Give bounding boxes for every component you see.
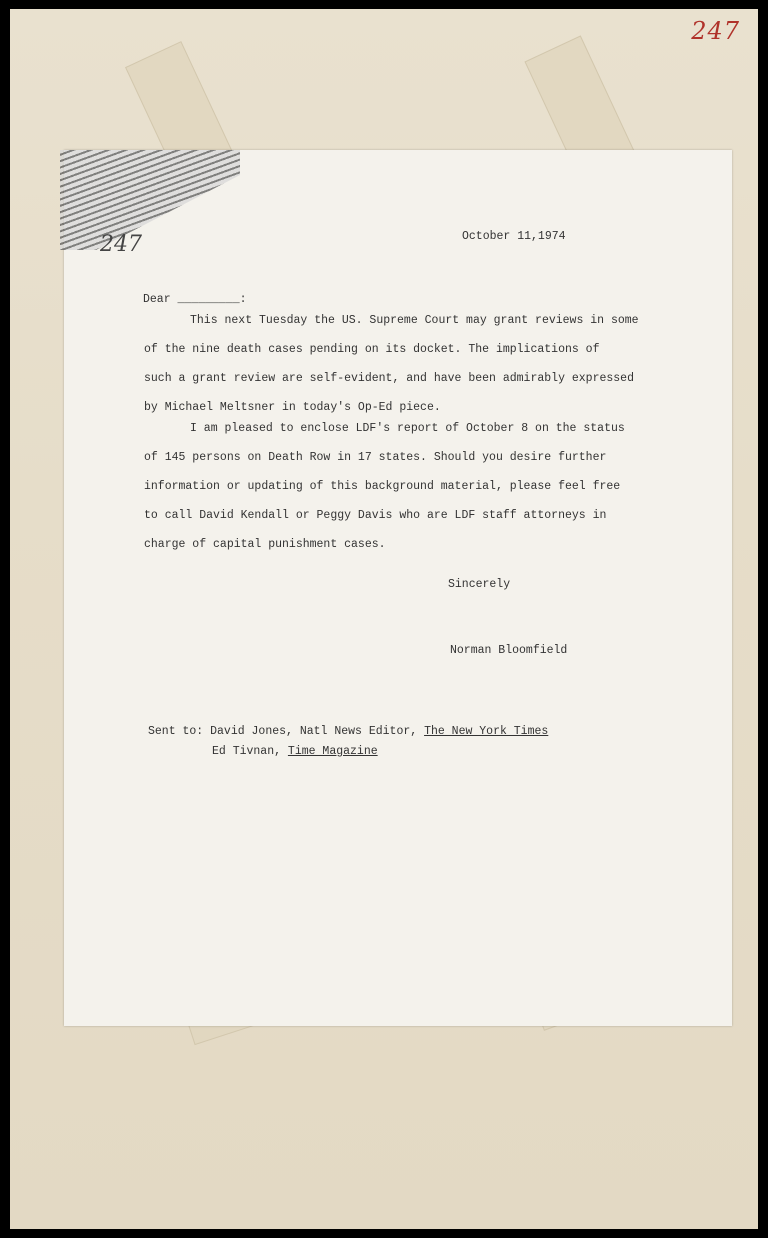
recipient-2: Ed Tivnan, xyxy=(212,745,288,758)
paragraph-line: charge of capital punishment cases. xyxy=(144,538,386,551)
paragraph-line: I am pleased to enclose LDF's report of October 8 on the status xyxy=(190,422,625,435)
sent-to-label: Sent to: xyxy=(148,725,204,738)
paragraph-2 xyxy=(144,414,644,559)
handwritten-page-number: 247 xyxy=(100,232,142,257)
paragraph-line: of the nine death cases pending on its docket. The implications of xyxy=(144,343,600,356)
paragraph-line: by Michael Meltsner in today's Op-Ed piece. xyxy=(144,401,441,414)
signature-name: Norman Bloomfield xyxy=(450,644,568,657)
paragraph-1 xyxy=(144,306,644,422)
paragraph-line: such a grant review are self-evident, and have been admirably expressed xyxy=(144,372,634,385)
salutation: Dear _________: xyxy=(143,293,247,306)
letter-page xyxy=(64,150,732,1026)
paragraph-line: to call David Kendall or Peggy Davis who are LDF staff attorneys in xyxy=(144,509,607,522)
sent-to-line-1 xyxy=(148,725,548,738)
publication-1: The New York Times xyxy=(424,725,549,738)
closing: Sincerely xyxy=(448,578,511,591)
paragraph-line: This next Tuesday the US. Supreme Court may grant reviews in some xyxy=(190,314,639,327)
paragraph-line: information or updating of this background material, please feel free xyxy=(144,480,621,493)
paragraph-line: of 145 persons on Death Row in 17 states. Should you desire further xyxy=(144,451,607,464)
recipient-1: David Jones, Natl News Editor, xyxy=(210,725,425,738)
page-number: 247 xyxy=(691,17,740,45)
letter-date: October 11,1974 xyxy=(462,230,566,243)
sent-to-line-2 xyxy=(212,745,378,758)
publication-2: Time Magazine xyxy=(287,745,378,758)
